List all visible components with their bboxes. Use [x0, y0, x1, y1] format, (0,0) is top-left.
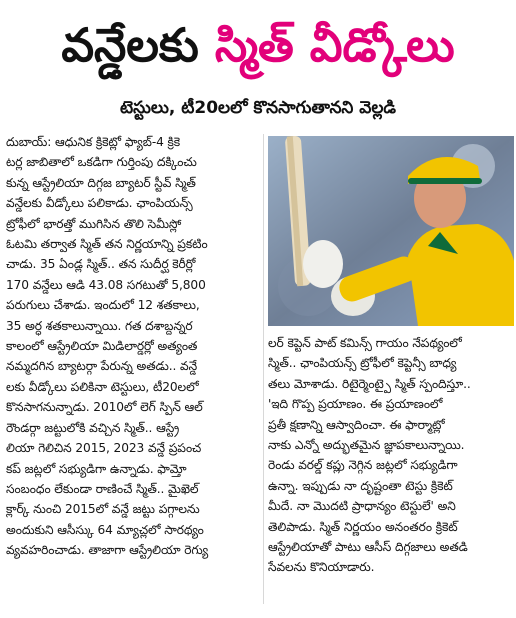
body-line: నాకు ఎన్నో అద్భుతమైన జ్ఞాపకాలున్నాయి. [268, 438, 465, 453]
body-line: 35 అర్ధ శతకాలున్నాయి. గత దశాబ్దన్నర [6, 318, 193, 333]
body-line: కాలంలో ఆస్ట్రేలియా మిడిలార్డర్లో అత్యంత [6, 339, 198, 354]
body-line: మీదే. నా మొదటి ప్రాధాన్యం టెస్టులే' అని [268, 499, 456, 514]
body-line: ప్రతీ క్షణాన్ని ఆస్వాదించా. ఈ ఫార్మాట్లో [268, 417, 445, 432]
body-line: లియా గెలిచిన 2015, 2023 వన్డే ప్రపంచ [6, 441, 202, 456]
headline-part-red: స్మిత్ వీడ్కోలు [214, 18, 455, 72]
body-line: లర్ కెప్టెన్ పాట్ కమిన్స్ గాయం నేపథ్యంలో [268, 336, 462, 350]
body-line: ఉన్నా. ఇప్పుడు నా దృష్టంతా టెస్టు క్రికెట్ [268, 478, 453, 493]
body-line: ట్రోఫీలో భారత్తో ముగిసిన తొలి సెమీస్లో [6, 216, 182, 231]
body-line: వన్డేలకు వీడ్కోలు పలికాడు. ఛాంపియన్స్ [6, 196, 193, 211]
body-line: స్మిత్.. ఛాంపియన్స్ ట్రోఫీలో కెప్టెన్సీ బాధ్య [268, 356, 457, 371]
body-line: కున్న ఆస్ట్రేలియా దిగ్గజ బ్యాటర్ స్టీవ్ స్మిత్ [6, 175, 196, 190]
player-illustration [268, 136, 514, 326]
headline-part-black: వన్డేలకు [61, 18, 199, 72]
body-line: తెలిపాడు. స్మిత్ నిర్ణయం అనంతరం క్రికెట్ [268, 519, 458, 534]
body-line: సేవలను కొనియాడారు. [268, 560, 375, 575]
body-line: కప్ జట్లలో సభ్యుడిగా ఉన్నాడు. ఫామ్తో [6, 461, 187, 476]
body-line: నమ్మదగిన బ్యాటర్గా పేరున్న అతడు.. వన్డే [6, 359, 198, 374]
article-body-right-column [268, 333, 512, 578]
body-line: ఆస్ట్రేలియాతో పాటు ఆసీస్ దిగ్గజాలు అతడి [268, 540, 468, 555]
body-line: టర్ల జాబితాలో ఒకడిగా గుర్తింపు దక్కించు [6, 155, 197, 170]
steve-smith-photo [268, 136, 514, 326]
body-line: క్లార్క్ నుంచి 2015లో వన్డే జట్టు పగ్గాలను [6, 502, 200, 517]
body-line: పరుగులు చేశాడు. ఇందులో 12 శతకాలు, [6, 298, 200, 313]
body-line: వ్యవహరించాడు. తాజాగా ఆస్ట్రేలియా రెగ్యు [6, 543, 209, 558]
column-divider [263, 134, 264, 604]
body-line: కొనసాగనున్నాడు. 2010లో లెగ్ స్పిన్ ఆల్ [6, 400, 203, 415]
body-line: అందుకుని ఆసీస్కు 64 మ్యాచ్లలో సారథ్యం [6, 522, 204, 537]
article-headline [0, 4, 516, 86]
article-subheadline: టెస్టులు, టీ20లలో కొనసాగుతానని వెల్లడి [119, 98, 396, 118]
body-line: దుబాయ్: ఆధునిక క్రికెట్లో ఫ్యాబ్-4 క్రికె [6, 135, 181, 149]
body-line: సంబంధం లేకుండా రాణించే స్మిత్.. మైఖెల్ [6, 481, 199, 496]
body-line: రౌండర్గా జట్టులోకి వచ్చిన స్మిత్.. ఆస్ట్రే [6, 420, 180, 435]
body-line: చాడు. 35 ఏండ్ల స్మిత్.. తన సుదీర్ఘ కెరీర్లో [6, 257, 196, 272]
body-line: ఓటమి తర్వాత స్మిత్ తన నిర్ణయాన్ని ప్రకటిం [6, 237, 208, 252]
body-line: 'ఇది గొప్ప ప్రయాణం. ఈ ప్రయాణంలో [268, 397, 443, 412]
body-line: 170 వన్డేలు ఆడి 43.08 సగటుతో 5,800 [6, 277, 206, 292]
body-line: రెండు వరల్డ్ కప్లు నెగ్గిన జట్లలో సభ్యుడిగా [268, 458, 458, 473]
article-body-left-column [6, 132, 261, 561]
body-line: తలు మోశాడు. రిటైర్మెంట్పై స్మిత్ స్పందిస్తూ.. [268, 376, 471, 391]
body-line: లకు వీడ్కోలు పలికినా టెస్టులు, టీ20లలో [6, 379, 199, 394]
